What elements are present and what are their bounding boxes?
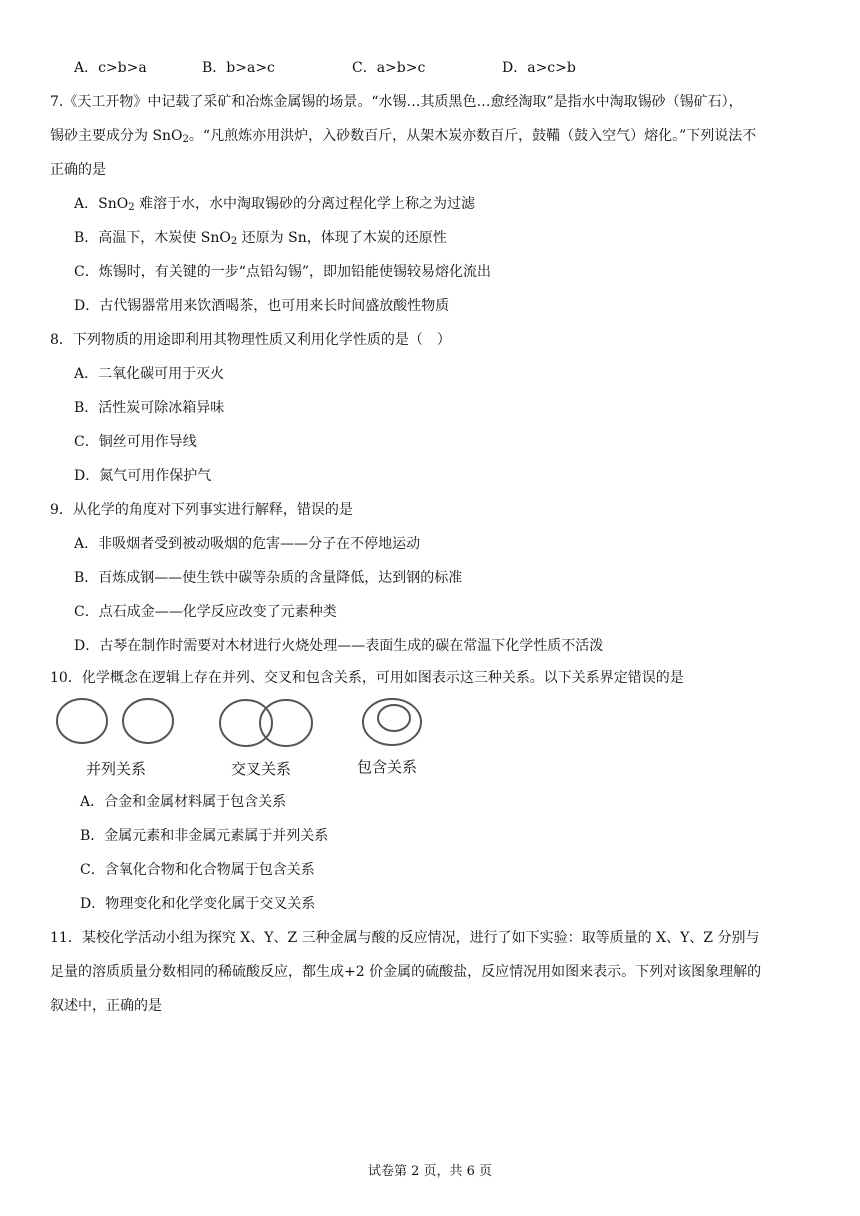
q9-option-d: D．古琴在制作时需要对木材进行火烧处理——表面生成的碳在常温下化学性质不活泼 bbox=[74, 638, 604, 654]
q10-option-b: B．金属元素和非金属元素属于并列关系 bbox=[80, 828, 329, 844]
q7-option-b-part1: B．高温下，木炭使 SnO bbox=[74, 230, 231, 246]
q6-option-c: C．a>b>c bbox=[352, 60, 426, 76]
q8-option-a: A．二氧化碳可用于灭火 bbox=[74, 366, 225, 382]
q7-stem-line2-sub: 2 bbox=[182, 134, 189, 145]
q7-option-d: D．古代锡器常用来饮酒喝茶，也可用来长时间盛放酸性物质 bbox=[74, 298, 450, 314]
q7-stem-line2-part1: 锡砂主要成分为 SnO bbox=[50, 128, 183, 144]
q7-option-a-sub: 2 bbox=[128, 202, 135, 213]
parallel-circle-left bbox=[57, 699, 107, 743]
q7-stem-line1: 7.《天工开物》中记载了采矿和冶炼金属锡的场景。“水锡…其质黑色…愈经淘取”是指水中淘取锡砂（锡矿石）， bbox=[50, 94, 743, 110]
q11-stem-line3: 叙述中，正确的是 bbox=[50, 998, 162, 1014]
q9-option-b: B．百炼成钢——使生铁中碳等杂质的含量降低，达到钢的标准 bbox=[74, 570, 463, 586]
q9-option-c: C．点石成金——化学反应改变了元素种类 bbox=[74, 604, 337, 620]
q6-option-a: A．c>b>a bbox=[74, 60, 147, 76]
q10-option-c: C．含氧化合物和化合物属于包含关系 bbox=[80, 862, 315, 878]
q9-option-a: A．非吸烟者受到被动吸烟的危害——分子在不停地运动 bbox=[74, 536, 421, 552]
q7-option-a-part1: A．SnO bbox=[74, 196, 129, 212]
q8-option-d: D．氮气可用作保护气 bbox=[74, 468, 212, 484]
q10-option-a: A．合金和金属材料属于包含关系 bbox=[80, 794, 287, 810]
q7-stem-line3: 正确的是 bbox=[50, 162, 106, 178]
q7-option-a-part2: 难溶于水，水中淘取锡砂的分离过程化学上称之为过滤 bbox=[134, 196, 476, 212]
q10-stem: 10．化学概念在逻辑上存在并列、交叉和包含关系，可用如图表示这三种关系。以下关系界定错误的是 bbox=[50, 670, 684, 686]
q7-option-c: C．炼锡时，有关键的一步“点铅勾锡”，即加铅能使锡较易熔化流出 bbox=[74, 264, 492, 280]
q9-stem: 9．从化学的角度对下列事实进行解释，错误的是 bbox=[50, 502, 353, 518]
parallel-circle-right bbox=[123, 699, 173, 743]
label-parallel: 并列关系 bbox=[86, 760, 147, 778]
q7-option-b bbox=[74, 228, 447, 248]
q7-stem-line2 bbox=[50, 126, 756, 146]
q11-stem-line1: 11．某校化学活动小组为探究 X、Y、Z 三种金属与酸的反应情况，进行了如下实验：取等质量的 X、Y、Z 分别与 bbox=[50, 930, 760, 946]
q8-option-c: C．铜丝可用作导线 bbox=[74, 434, 197, 450]
intersect-circle-left bbox=[220, 700, 272, 746]
label-contain: 包含关系 bbox=[357, 758, 418, 776]
relationship-diagram-svg bbox=[50, 696, 450, 756]
contain-circle-inner bbox=[378, 705, 410, 731]
q7-option-a bbox=[74, 194, 475, 214]
q6-option-b: B．b>a>c bbox=[202, 60, 275, 76]
q10-option-d: D．物理变化和化学变化属于交叉关系 bbox=[80, 896, 316, 912]
label-intersect: 交叉关系 bbox=[231, 760, 292, 778]
page-footer: 试卷第 2 页，共 6 页 bbox=[367, 1164, 493, 1179]
q7-stem-line2-part2: 。“凡煎炼亦用洪炉，入砂数百斤，从架木炭亦数百斤，鼓鞴（鼓入空气）熔化。”下列说法不 bbox=[188, 128, 757, 144]
intersect-circle-right bbox=[260, 700, 312, 746]
q6-options bbox=[74, 58, 794, 78]
q7-option-b-sub: 2 bbox=[230, 236, 238, 247]
q6-option-d: D．a>c>b bbox=[502, 60, 576, 76]
q11-stem-line2: 足量的溶质质量分数相同的稀硫酸反应，都生成+2 价金属的硫酸盐，反应情况用如图来表示。下列对该图象理解的 bbox=[50, 964, 762, 980]
q8-option-b: B．活性炭可除冰箱异味 bbox=[74, 400, 225, 416]
q8-stem: 8．下列物质的用途即利用其物理性质又利用化学性质的是（ ） bbox=[50, 332, 451, 348]
relationship-diagrams bbox=[50, 696, 450, 786]
q7-option-b-part2: 还原为 Sn，体现了木炭的还原性 bbox=[237, 230, 447, 246]
